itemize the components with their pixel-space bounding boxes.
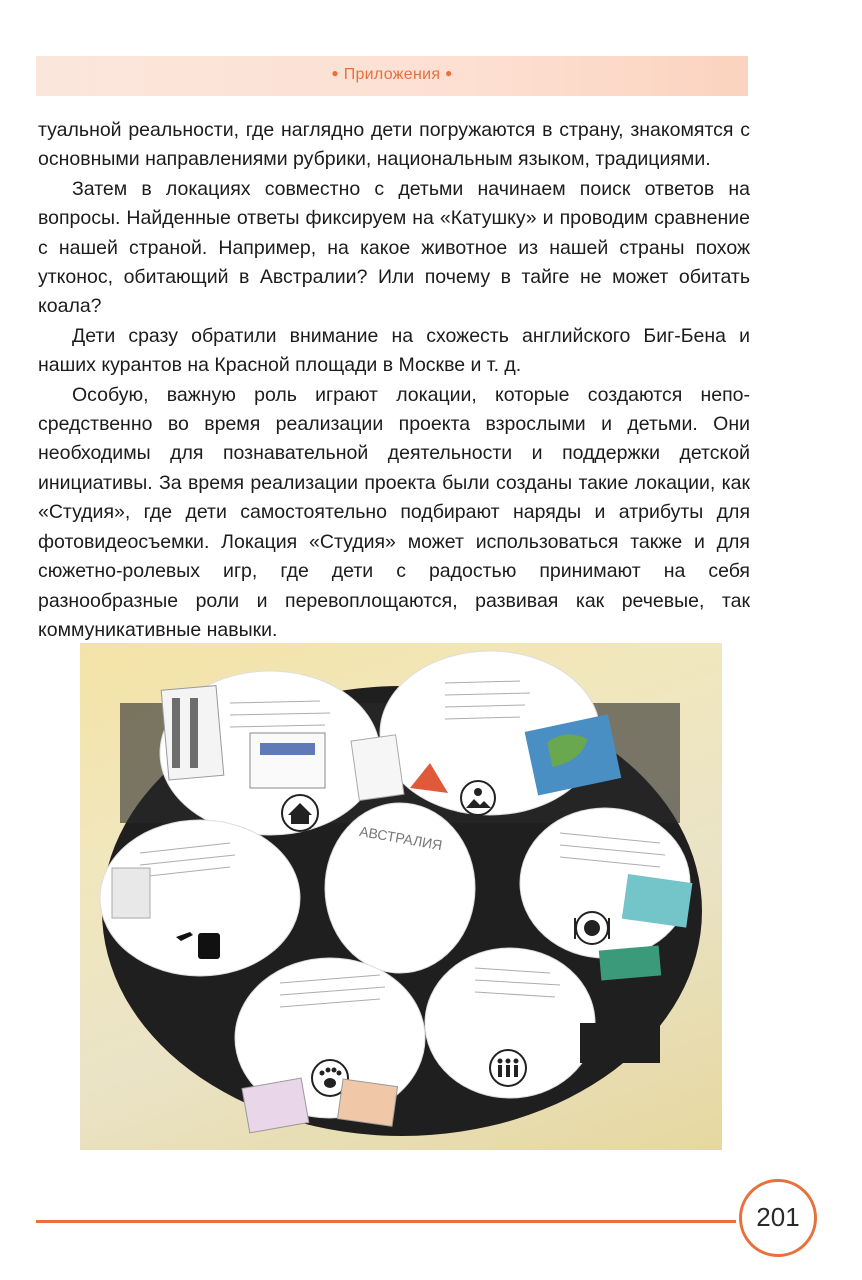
page-number-badge	[739, 1179, 817, 1257]
drawing-card	[622, 874, 693, 928]
location-circle-center	[325, 803, 475, 973]
paragraph: туальной реальности, где наглядно дети погружаются в страну, знакомятся с основными направлениями рубрики, национальным языком, традициями.	[38, 119, 750, 171]
drawing-card	[338, 1079, 398, 1126]
footer-rule	[36, 1220, 736, 1223]
people-icon	[490, 1050, 526, 1086]
running-header	[36, 56, 748, 96]
paragraph: Дети сразу обратили внимание на схожесть английского Биг-Бена и наших курантов на Красной площади в Москве и т. д.	[38, 324, 750, 377]
center-label: АВСТРАЛИЯ	[358, 822, 444, 854]
photo-illustration	[80, 643, 722, 1150]
drawing-card	[599, 945, 661, 980]
section-title	[36, 66, 748, 84]
sun-mountain-icon	[461, 781, 495, 815]
bullet-icon: ●	[331, 66, 339, 80]
bullet-icon: ●	[445, 66, 453, 80]
house-icon	[282, 795, 318, 831]
food-plate-icon	[575, 912, 609, 944]
body-text	[38, 116, 750, 645]
photo-katushka-board	[80, 643, 722, 1150]
drawing-card	[242, 1078, 309, 1133]
drawing-card	[112, 868, 150, 918]
paragraph: Затем в локациях совместно с детьми начинаем поиск ответов на вопросы. Найденные ответы фиксируем на «Катушку» и проводим сравнение с нашей страной. Например, на какое животное из нашей страны похож утконос, обитающий в Австралии? Или почему в тайге не может обитать коала?	[38, 177, 750, 318]
paragraph: Особую, важную роль играют локации, которые создаются непосредственно во время реализации проекта взрослыми и детьми. Они необходимы для познавательной деятельности и поддержки детской инициативы. За время реализации проекта были созданы такие локации, как «Студия», где дети самостоятельно подбирают наряды и атрибуты для фотовидеосъемки. Локация «Студия» может использоваться также и для сюжетно-ролевых игр, где дети с радостью принимают на себя разнообразные роли и перевоплощаются, развивая как речевые, так коммуникативные навыки.	[38, 383, 750, 641]
section-title-text: Приложения	[343, 66, 441, 83]
drawing-card	[250, 733, 325, 788]
drawing-card	[351, 735, 404, 801]
page-number: 201	[756, 1202, 800, 1232]
